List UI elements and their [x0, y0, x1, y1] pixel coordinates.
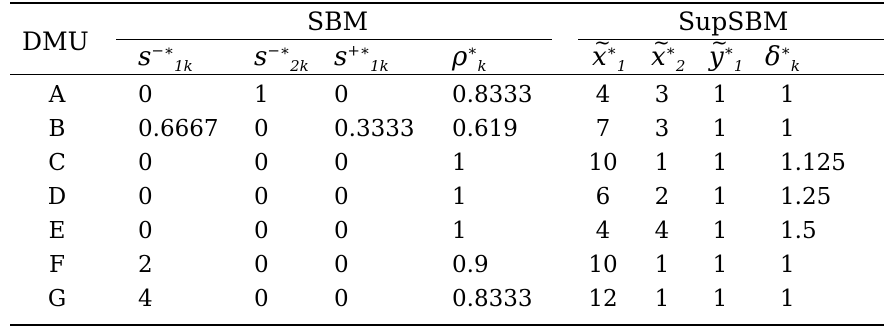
header-sbm: SBM: [307, 7, 369, 36]
cell-y1: 1: [712, 184, 728, 210]
cell-s1k-plus: 0: [334, 286, 349, 312]
cell-y1: 1: [712, 150, 728, 176]
cell-x2: 1: [654, 150, 670, 176]
header-supsbm: SupSBM: [678, 7, 789, 36]
cell-rho: 1: [452, 184, 467, 210]
cell-s2k-minus: 0: [254, 116, 269, 142]
header-rule: [10, 74, 884, 75]
supsbm-group-rule: [578, 39, 884, 40]
header-y1-tilde: ~ $y^∗_1$: [709, 44, 743, 70]
header-delta-k: $\delta^∗_k$: [765, 41, 800, 76]
header-x1-tilde: ~ $x^∗_1$: [592, 44, 626, 70]
cell-s2k-minus: 1: [254, 82, 269, 108]
cell-delta: 1.125: [780, 150, 846, 176]
cell-s1k-plus: 0: [334, 82, 349, 108]
cell-rho: 0.619: [452, 116, 518, 142]
cell-s1k-minus: 0: [138, 218, 153, 244]
cell-dmu: B: [48, 116, 66, 142]
cell-s1k-minus: 0.6667: [138, 116, 219, 142]
cell-x2: 1: [654, 252, 670, 278]
cell-s2k-minus: 0: [254, 184, 269, 210]
cell-y1: 1: [712, 286, 728, 312]
cell-y1: 1: [712, 252, 728, 278]
cell-rho: 0.8333: [452, 82, 533, 108]
header-dmu: DMU: [22, 27, 89, 56]
cell-delta: 1.25: [780, 184, 832, 210]
cell-y1: 1: [712, 82, 728, 108]
cell-dmu: C: [48, 150, 66, 176]
cell-dmu: D: [47, 184, 67, 210]
cell-delta: 1: [780, 286, 795, 312]
cell-x2: 3: [654, 116, 670, 142]
cell-rho: 1: [452, 218, 467, 244]
cell-x1: 7: [595, 116, 611, 142]
cell-delta: 1: [780, 252, 795, 278]
cell-s2k-minus: 0: [254, 252, 269, 278]
cell-y1: 1: [712, 116, 728, 142]
cell-x1: 4: [595, 82, 611, 108]
cell-x2: 3: [654, 82, 670, 108]
cell-dmu: F: [49, 252, 65, 278]
header-s2k-minus: $s^{-∗}_{2k}$: [254, 41, 309, 76]
cell-delta: 1.5: [780, 218, 817, 244]
cell-s1k-minus: 4: [138, 286, 153, 312]
cell-rho: 0.8333: [452, 286, 533, 312]
sbm-group-rule: [116, 39, 552, 40]
top-rule: [10, 2, 884, 4]
cell-delta: 1: [780, 82, 795, 108]
bottom-rule: [10, 324, 884, 326]
cell-x1: 10: [588, 150, 618, 176]
cell-rho: 1: [452, 150, 467, 176]
cell-x1: 10: [588, 252, 618, 278]
cell-s1k-minus: 0: [138, 150, 153, 176]
cell-x1: 12: [588, 286, 618, 312]
cell-y1: 1: [712, 218, 728, 244]
cell-dmu: E: [48, 218, 66, 244]
cell-x2: 4: [654, 218, 670, 244]
cell-delta: 1: [780, 116, 795, 142]
cell-rho: 0.9: [452, 252, 489, 278]
cell-s1k-minus: 2: [138, 252, 153, 278]
header-x2-tilde: ~ $x^∗_2$: [651, 44, 685, 70]
cell-s1k-plus: 0: [334, 184, 349, 210]
cell-s1k-plus: 0.3333: [334, 116, 415, 142]
cell-x2: 2: [654, 184, 670, 210]
cell-s2k-minus: 0: [254, 150, 269, 176]
cell-x1: 6: [595, 184, 611, 210]
cell-s1k-plus: 0: [334, 218, 349, 244]
header-s1k-minus: $s^{-∗}_{1k}$: [138, 41, 193, 76]
cell-dmu: A: [48, 82, 66, 108]
cell-x1: 4: [595, 218, 611, 244]
cell-s1k-plus: 0: [334, 252, 349, 278]
cell-s1k-plus: 0: [334, 150, 349, 176]
cell-s2k-minus: 0: [254, 218, 269, 244]
cell-s2k-minus: 0: [254, 286, 269, 312]
cell-x2: 1: [654, 286, 670, 312]
cell-s1k-minus: 0: [138, 184, 153, 210]
cell-dmu: G: [47, 286, 67, 312]
header-s1k-plus: $s^{+∗}_{1k}$: [334, 41, 389, 76]
header-rho-k: $\rho^∗_k$: [452, 41, 487, 76]
cell-s1k-minus: 0: [138, 82, 153, 108]
